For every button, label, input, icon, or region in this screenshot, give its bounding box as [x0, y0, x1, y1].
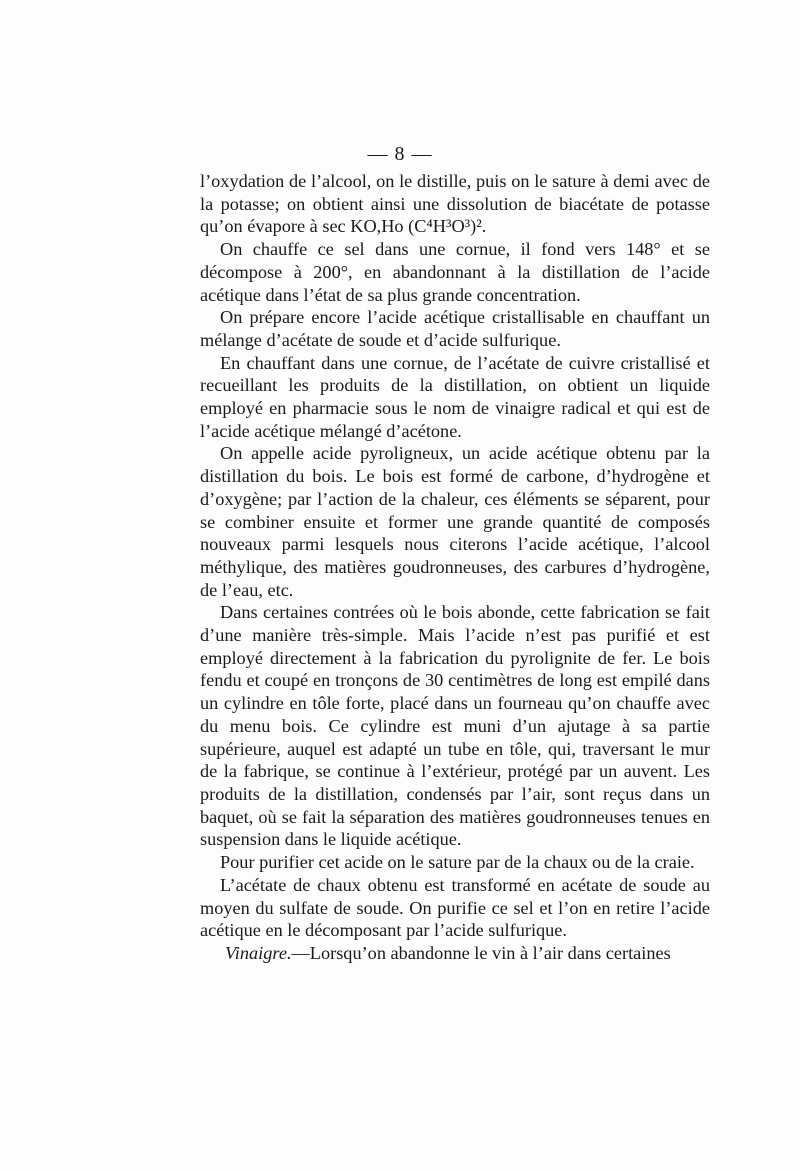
paragraph-4: En chauffant dans une cornue, de l’acétate de cuivre cristallisé et recueillant les produits de la distillation, on obtient un liquide employé en pharmacie sous le nom de vinaigre radical et qui est de l’acide acétique mélangé d’acétone. — [200, 352, 710, 441]
paragraph-8: L’acétate de chaux obtenu est transformé en acétate de soude au moyen du sulfate de soude. On purifie ce sel et l’on en retire l’acide acétique en le décomposant par l’acide sulfurique. — [200, 874, 710, 941]
body-text — [200, 170, 710, 965]
paragraph-9 — [200, 942, 710, 965]
paragraph-6: Dans certaines contrées où le bois abonde, cette fabrication se fait d’une manière très-simple. Mais l’acide n’est pas purifié et est employé directement à la fabrication du pyrolignite de fer. Le bois fendu et coupé en tronçons de 30 centimètres de long est empilé dans un cylindre en tôle forte, placé dans un fourneau qu’on chauffe avec du menu bois. Ce cylindre est muni d’un ajutage à sa partie supérieure, auquel est adapté un tube en tôle, qui, traversant le mur de la fabrique, se continue à l’extérieur, protégé par un auvent. Les produits de la distillation, condensés par l’air, sont reçus dans un baquet, où se fait la séparation des matières goudronneuses tenues en suspension dans le liquide acétique. — [200, 602, 710, 850]
paragraph-9-text: —Lorsqu’on abandonne le vin à l’air dans certaines — [291, 942, 671, 963]
paragraph-7: Pour purifier cet acide on le sature par de la chaux ou de la craie. — [220, 852, 695, 873]
page-number: — 8 — — [367, 143, 433, 165]
paragraph-5: On appelle acide pyroligneux, un acide acétique obtenu par la distillation du bois. Le bois est formé de carbone, d’hydrogène et d’oxygène; par l’action de la chaleur, ces éléments se séparent, pour se combiner ensuite et former une grande quantité de composés nouveaux parmi lesquels nous citerons l’acide acétique, l’alcool méthylique, des matières goudronneuses, des carbures d’hydrogène, de l’eau, etc. — [200, 443, 710, 600]
paragraph-2: On chauffe ce sel dans une cornue, il fond vers 148° et se décompose à 200°, en abandonnant à la distillation de l’acide acétique dans l’état de sa plus grande concentration. — [200, 239, 710, 305]
paragraph-1: l’oxydation de l’alcool, on le distille, puis on le sature à demi avec de la potasse; on obtient ainsi une dissolution de biacétate de potasse qu’on évapore à sec KO,Ho (C⁴H³O³)². — [200, 171, 710, 237]
paragraph-3: On prépare encore l’acide acétique cristallisable en chauffant un mélange d’acétate de soude et d’acide sulfurique. — [200, 307, 710, 350]
term-vinaigre: Vinaigre. — [225, 942, 292, 963]
